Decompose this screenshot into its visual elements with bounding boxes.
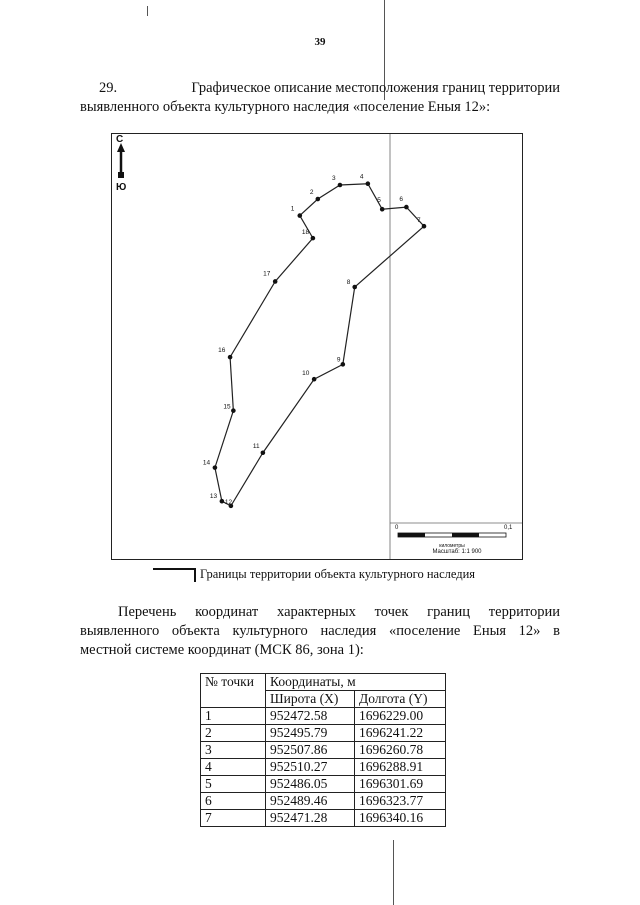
boundary-point-label: 5 [377, 197, 381, 205]
latitude-cell: 952510.27 [266, 759, 355, 776]
boundary-point-label: 1 [290, 205, 295, 213]
boundary-point-label: 11 [252, 442, 260, 450]
scan-mark-left [147, 6, 148, 16]
table-row [201, 725, 446, 742]
boundary-point-label: 16 [218, 347, 226, 355]
longitude-cell: 1696323.77 [355, 793, 446, 810]
intro-word: Еныя [472, 623, 506, 639]
boundary-point-5 [380, 207, 385, 212]
boundary-point-label: 17 [263, 270, 271, 278]
intro-word: наследия [320, 623, 377, 639]
boundary-point-label: 9 [336, 356, 341, 364]
intro-word: характерных [277, 604, 356, 620]
latitude-cell: 952472.58 [266, 708, 355, 725]
longitude-cell: 1696288.91 [355, 759, 446, 776]
intro-word: выявленного [80, 623, 160, 639]
table-row [201, 810, 446, 827]
scale-start-label: 0 [395, 525, 399, 531]
compass-north-label: С [116, 134, 124, 145]
intro-word: Перечень [118, 604, 177, 620]
header-longitude: Долгота (Y) [355, 691, 446, 708]
boundary-map [111, 133, 523, 560]
boundary-point-7 [422, 224, 427, 229]
table-row [201, 776, 446, 793]
scan-line-bottom [393, 840, 394, 905]
boundary-map-canvas [112, 134, 522, 559]
boundary-point-label: 10 [302, 370, 310, 378]
boundary-point-label: 12 [224, 498, 233, 506]
boundary-point-17 [273, 279, 278, 284]
longitude-cell: 1696340.16 [355, 810, 446, 827]
boundary-point-label: 18 [301, 229, 310, 237]
intro-word: территории [488, 604, 560, 620]
point-number-cell: 3 [201, 742, 266, 759]
table-row [201, 759, 446, 776]
boundary-point-label: 4 [359, 173, 364, 181]
boundary-point-label: 15 [223, 403, 231, 411]
boundary-point-label: 6 [399, 196, 404, 204]
boundary-point-11 [261, 450, 266, 455]
longitude-cell: 1696260.78 [355, 742, 446, 759]
boundary-point-16 [228, 355, 233, 360]
longitude-cell: 1696241.22 [355, 725, 446, 742]
latitude-cell: 952471.28 [266, 810, 355, 827]
heading-line1: Графическое описание местоположения границ территории [191, 80, 560, 96]
latitude-cell: 952486.05 [266, 776, 355, 793]
boundary-point-2 [316, 197, 321, 202]
boundary-points [203, 174, 426, 508]
table-row [201, 742, 446, 759]
intro-word: объекта [171, 623, 220, 639]
intro-word: культурного [232, 623, 308, 639]
intro-line2 [80, 622, 560, 641]
legend-line-symbol [153, 568, 195, 570]
point-number-cell: 6 [201, 793, 266, 810]
intro-word: «поселение [389, 623, 461, 639]
intro-line3: местной системе координат (МСК 86, зона 1): [80, 642, 364, 658]
legend-line-end [194, 568, 196, 582]
scale-ratio-label: Масштаб: 1:1 900 [432, 549, 482, 555]
latitude-cell: 952495.79 [266, 725, 355, 742]
point-number-cell: 2 [201, 725, 266, 742]
longitude-cell: 1696229.00 [355, 708, 446, 725]
boundary-point-label: 8 [346, 279, 351, 286]
boundary-point-label: 7 [417, 217, 421, 225]
point-number-cell: 5 [201, 776, 266, 793]
boundary-point-label: 13 [209, 493, 218, 501]
boundary-point-4 [366, 181, 371, 186]
latitude-cell: 952489.46 [266, 793, 355, 810]
coordinates-intro [80, 603, 560, 660]
table-row [201, 708, 446, 725]
compass-south-label: Ю [116, 182, 127, 193]
scale-end-label: 0,1 [504, 525, 513, 531]
coordinates-table-body [201, 708, 446, 827]
boundary-point-6 [404, 205, 409, 210]
boundary-point-9 [341, 362, 346, 367]
intro-word: границ [427, 604, 471, 620]
scale-bar [398, 533, 506, 537]
intro-word: точек [374, 604, 409, 620]
point-number-cell: 7 [201, 810, 266, 827]
boundary-point-10 [312, 377, 317, 382]
boundary-point-3 [338, 183, 343, 188]
boundary-point-15 [231, 408, 236, 413]
boundary-point-label: 2 [309, 189, 314, 197]
table-row [201, 793, 446, 810]
coordinates-table [200, 673, 446, 827]
boundary-point-8 [352, 285, 357, 290]
section-heading [80, 79, 560, 117]
point-number-cell: 1 [201, 708, 266, 725]
intro-word: в [553, 623, 560, 639]
intro-word: координат [195, 604, 259, 620]
north-arrow-icon [117, 143, 125, 178]
latitude-cell: 952507.86 [266, 742, 355, 759]
page-number: 39 [314, 36, 326, 48]
section-number: 29. [99, 80, 118, 96]
intro-word: 12» [518, 623, 541, 639]
heading-line2: выявленного объекта культурного наследия «поселение Еныя 12»: [80, 99, 491, 115]
boundary-point-label: 3 [331, 175, 336, 182]
intro-line1 [80, 603, 560, 622]
boundary-point-14 [213, 465, 218, 470]
boundary-point-13 [220, 499, 225, 504]
point-number-cell: 4 [201, 759, 266, 776]
boundary-polygon [215, 184, 424, 506]
boundary-point-label: 14 [202, 459, 211, 467]
boundary-point-1 [297, 213, 302, 218]
scale-unit-label: километры [439, 543, 465, 549]
header-point-number: № точки [201, 674, 266, 708]
header-latitude: Широта (X) [266, 691, 355, 708]
legend-text: Границы территории объекта культурного наследия [200, 567, 476, 581]
longitude-cell: 1696301.69 [355, 776, 446, 793]
boundary-point-18 [311, 236, 316, 241]
header-coordinates: Координаты, м [266, 674, 446, 691]
